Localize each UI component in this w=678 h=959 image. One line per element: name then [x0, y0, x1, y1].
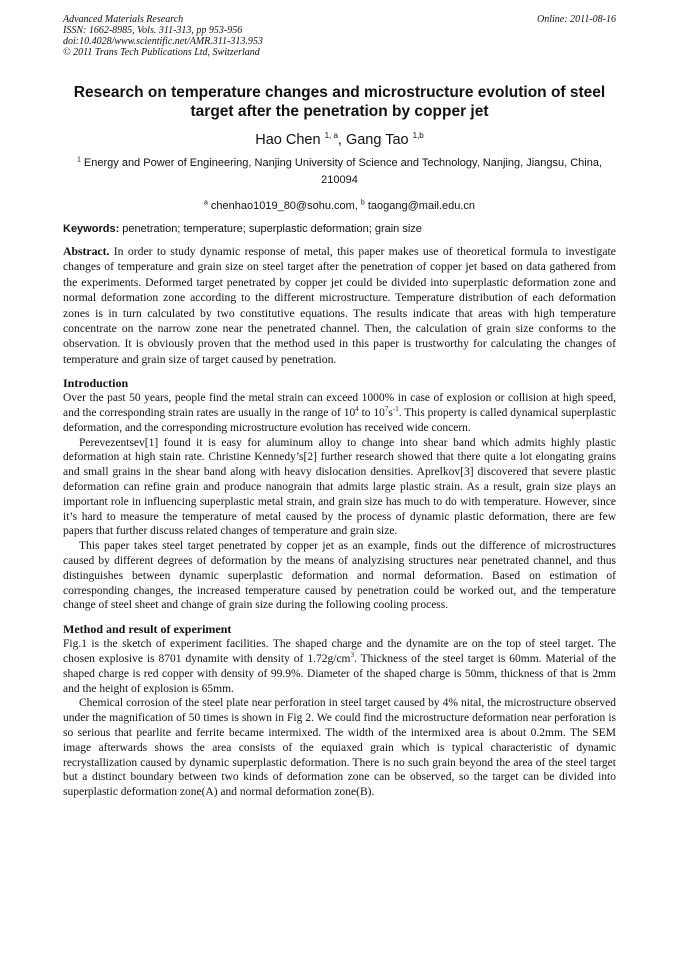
method-p1-part-b: . Thickness of the steel target is 60mm. Material of the shaped charge is red copper with density of 99.9%. Diameter of the shaped charge is 50mm, thickness of that is 2mm and the height of explosion is 65mm. — [63, 653, 616, 695]
abstract-text: In order to study dynamic response of metal, this paper makes use of theoretical formula to investigate changes of temperature and grain size on steel target after the penetration of copper jet based on data gathered from the experiments. Deformed target penetrated by copper jet could be divided into superplastic deformation zone and normal deformation zone according to the different microstructure. Temperature distribution of each deformation zones is in turn calculated by two constitutive equations. The results indicate that areas with high temperature concentrate on the narrow zone near the penetrated channel. Then, the calculation of grain size conforms to the observation. It is obviously proven that the method used in this paper is trustworthy for calculating the changes of temperature and grain size of target caused by penetration. — [63, 245, 616, 366]
author-1-affil-mark: 1, a — [324, 131, 338, 141]
intro-p1-part-a: Over the past 50 years, people find the metal strain can exceed 1000% in case of explosion or collision at high speed, and the corresponding strain rates are usually in the range of 10 — [63, 392, 616, 420]
email-line — [63, 200, 616, 212]
method-p1-part-a: Fig.1 is the sketch of experiment facilities. The shaped charge and the dynamite are on the top of steel target. The chosen explosive is 8701 dynamite with density of 1.72g/cm — [63, 638, 616, 665]
intro-p1-part-d: . This property is called dynamical superplastic deformation, and the corresponding microstructure evolution has received wide concern. — [63, 407, 617, 434]
intro-p1-sup-1: 4 — [355, 405, 359, 414]
abstract-label: Abstract. — [63, 245, 110, 258]
affiliation-text: Energy and Power of Engineering, Nanjing University of Science and Technology, Nanjing, Jiangsu, China, 210094 — [80, 157, 603, 186]
affiliation — [63, 155, 616, 189]
journal-name: Advanced Materials Research — [63, 14, 184, 25]
method-p1-sup: 3 — [350, 651, 354, 660]
email-b: taogang@mail.edu.cn — [364, 200, 476, 212]
author-2-affil-mark: 1,b — [412, 131, 424, 141]
keywords-text: penetration; temperature; superplastic deformation; grain size — [119, 223, 422, 235]
intro-p1-part-b: to 10 — [358, 407, 385, 420]
doi-line: doi:10.4028/www.scientific.net/AMR.311-313.953 — [63, 36, 263, 47]
keywords — [63, 223, 616, 235]
intro-p1-sup-2: 7 — [384, 405, 389, 414]
email-b-mark: b — [360, 199, 365, 207]
journal-header — [63, 14, 616, 58]
author-1-name: Hao Chen — [255, 132, 325, 148]
intro-paragraph-1 — [63, 391, 616, 435]
paper-title: Research on temperature changes and microstructure evolution of steel target after the penetration by copper jet — [73, 84, 606, 120]
intro-p1-part-c: s — [388, 407, 393, 420]
abstract — [63, 244, 616, 367]
issn-line: ISSN: 1662-8985, Vols. 311-313, pp 953-956 — [63, 25, 243, 36]
introduction-heading: Introduction — [63, 376, 129, 391]
intro-p1-sup-3: -1 — [392, 405, 399, 414]
email-a-mark: a — [203, 199, 208, 207]
online-date: Online: 2011-08-16 — [537, 14, 616, 25]
affiliation-mark: 1 — [76, 156, 81, 164]
method-heading: Method and result of experiment — [63, 622, 232, 637]
keywords-label: Keywords: — [63, 223, 120, 235]
author-2-name: Gang Tao — [345, 132, 413, 148]
intro-paragraph-2: Perevezentsev[1] found it is easy for aluminum alloy to change into shear band which admits highly plastic deformation at high stain rate. Christine Kennedy’s[2] further research showed that there quite a lot elongating grains and small grains in the shear band along with heavy dislocation densities. Aprelkov[3] discovered that severe plastic deformation can refine grain and produce nanograin that admits large plastic strain. As a result, grain size plays an important role in influencing superplastic metal strain, and grain size has much to do with temperature. However, since it’s hard to measure the temperature of metal caused by the process of dynamic plastic deformation, there are few papers that further discuss related changes of temperature and grain size. — [63, 436, 616, 538]
method-paragraph-2: Chemical corrosion of the steel plate near perforation in steel target caused by 4% nital, the microstructure observed under the magnification of 50 times is shown in Fig 2. We could find the microstructure deformation near perforation is so serious that pearlite and ferrite became intermixed. The width of the intermixed area is about 0.2mm. The SEM image afterwards shows the area consists of the equiaxed grain which is typical characteristic of dynamic recrystallization caused by dynamic superplastic deformation. There is no such grain beyond the area of the steel target but a distinct boundary between two kinds of deformation zone can be observed, so the target can be divided into superplastic deformation zone(A) and normal deformation zone(B). — [63, 697, 616, 799]
email-a: chenhao1019_80@sohu.com, — [207, 200, 361, 212]
author-line — [63, 132, 616, 148]
author-separator: , — [337, 132, 346, 148]
copyright-line: © 2011 Trans Tech Publications Ltd, Switzerland — [63, 47, 260, 58]
method-paragraph-1 — [63, 637, 616, 696]
intro-paragraph-3: This paper takes steel target penetrated by copper jet as an example, finds out the difference of microstructures caused by different degrees of deformation by the means of analyzising structures near penetrated channel, and thus distinguishes between dynamic superplastic deformation and normal deformation. Based on estimation of corresponding changes, the increased temperature caused by penetration could be worked out, and the temperature change of steel sheet and change of grain size during the following cooling process. — [63, 540, 616, 612]
